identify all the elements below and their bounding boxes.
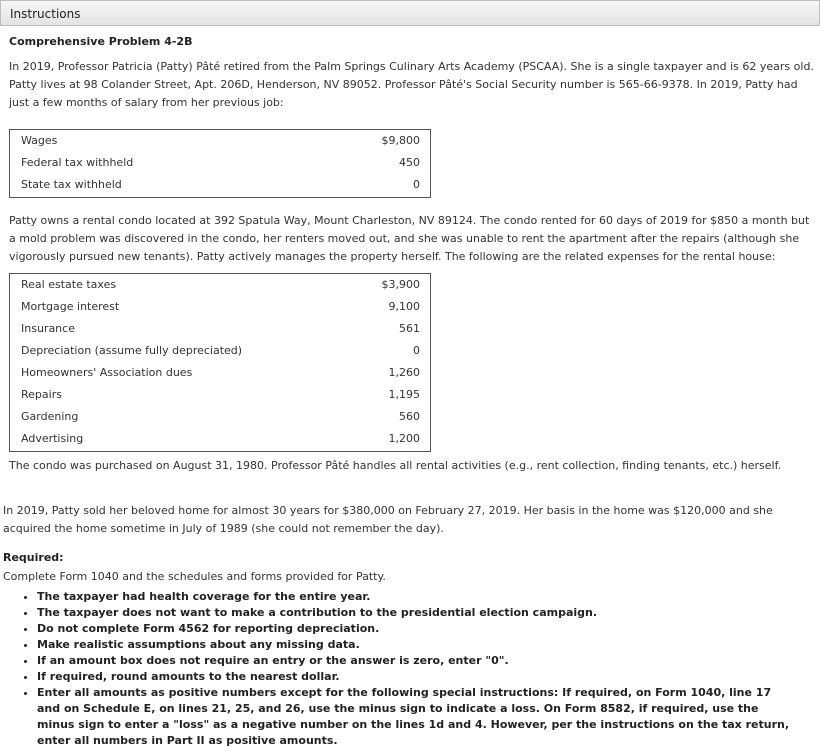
required-text: Complete Form 1040 and the schedules and forms provided for Patty. xyxy=(3,570,386,583)
requirement-item: • If required, round amounts to the nearest dollar. xyxy=(37,669,797,685)
salary-row xyxy=(10,130,430,152)
expense-label: Repairs xyxy=(21,388,62,401)
salary-label: Federal tax withheld xyxy=(21,156,134,169)
expense-row xyxy=(10,428,430,450)
problem-heading: Comprehensive Problem 4-2B xyxy=(9,35,193,48)
expense-row xyxy=(10,296,430,318)
condo-note: The condo was purchased on August 31, 1980. Professor Pâté handles all rental activities (e.g., rent collection, finding tenants, etc.) herself. xyxy=(9,459,782,472)
requirement-item: • Do not complete Form 4562 for reporting depreciation. xyxy=(37,621,797,637)
rental-expense-table xyxy=(9,273,431,452)
intro-paragraph: In 2019, Professor Patricia (Patty) Pâté retired from the Palm Springs Culinary Arts Academy (PSCAA). She is a single taxpayer and is 62 years old. Patty lives at 98 Colander Street, Apt. 206D, Henderson, NV 89052. Professor Pâté's Social Security number is 565-66-9378. In 2019, Patty had just a few months of salary from her previous job: xyxy=(9,60,814,109)
expense-row xyxy=(10,384,430,406)
expense-label: Insurance xyxy=(21,322,75,335)
expense-value: $3,900 xyxy=(381,278,420,291)
requirement-item: • If an amount box does not require an entry or the answer is zero, enter "0". xyxy=(37,653,797,669)
instructions-titlebar xyxy=(0,0,820,26)
requirement-item: • Make realistic assumptions about any missing data. xyxy=(37,637,797,653)
requirement-item: • Enter all amounts as positive numbers except for the following special instructions: If required, on Form 1040, line 17 and on Schedule E, on lines 21, 25, and 26, use the minus sign to indicate a loss. On Form 8582, if required, use the minus sign to enter a "loss" as a negative number on the lines 1d and 4. However, per the instructions on the tax return, enter all numbers in Part II as positive amounts. xyxy=(37,685,797,749)
salary-label: State tax withheld xyxy=(21,178,122,191)
expense-label: Homeowners' Association dues xyxy=(21,366,193,379)
expense-value: 9,100 xyxy=(388,300,420,313)
expense-row xyxy=(10,406,430,428)
rental-paragraph: Patty owns a rental condo located at 392 Spatula Way, Mount Charleston, NV 89124. The condo rented for 60 days of 2019 for $850 a month but a mold problem was discovered in the condo, her renters moved out, and she was unable to rent the apartment after the repairs (although she vigorously pursued new tenants). Patty actively manages the property herself. The following are the related expenses for the rental house: xyxy=(9,214,810,263)
salary-row xyxy=(10,174,430,196)
expense-row xyxy=(10,362,430,384)
expense-label: Real estate taxes xyxy=(21,278,117,291)
window-title: Instructions xyxy=(10,7,81,21)
requirement-bullets xyxy=(0,589,797,749)
salary-table xyxy=(9,129,431,198)
expense-row xyxy=(10,274,430,296)
expense-label: Depreciation (assume fully depreciated) xyxy=(21,344,243,357)
expense-value: 560 xyxy=(399,410,420,423)
salary-value: 450 xyxy=(399,156,420,169)
salary-row xyxy=(10,152,430,174)
salary-label: Wages xyxy=(21,134,58,147)
expense-value: 1,200 xyxy=(388,432,420,445)
home-sale-paragraph: In 2019, Patty sold her beloved home for almost 30 years for $380,000 on February 27, 2019. Her basis in the home was $120,000 and she acquired the home sometime in July of 1989 (she could not remember the day). xyxy=(3,504,773,535)
expense-value: 561 xyxy=(399,322,420,335)
salary-value: 0 xyxy=(413,178,420,191)
expense-row xyxy=(10,318,430,340)
expense-value: 1,195 xyxy=(388,388,420,401)
expense-row xyxy=(10,340,430,362)
expense-label: Advertising xyxy=(21,432,84,445)
salary-value: $9,800 xyxy=(381,134,420,147)
expense-value: 1,260 xyxy=(388,366,420,379)
expense-label: Mortgage interest xyxy=(21,300,120,313)
expense-value: 0 xyxy=(413,344,420,357)
required-title: Required: xyxy=(3,551,64,564)
expense-label: Gardening xyxy=(21,410,79,423)
requirement-item: • The taxpayer had health coverage for the entire year. xyxy=(37,589,797,605)
requirement-item: • The taxpayer does not want to make a contribution to the presidential election campaign. xyxy=(37,605,797,621)
